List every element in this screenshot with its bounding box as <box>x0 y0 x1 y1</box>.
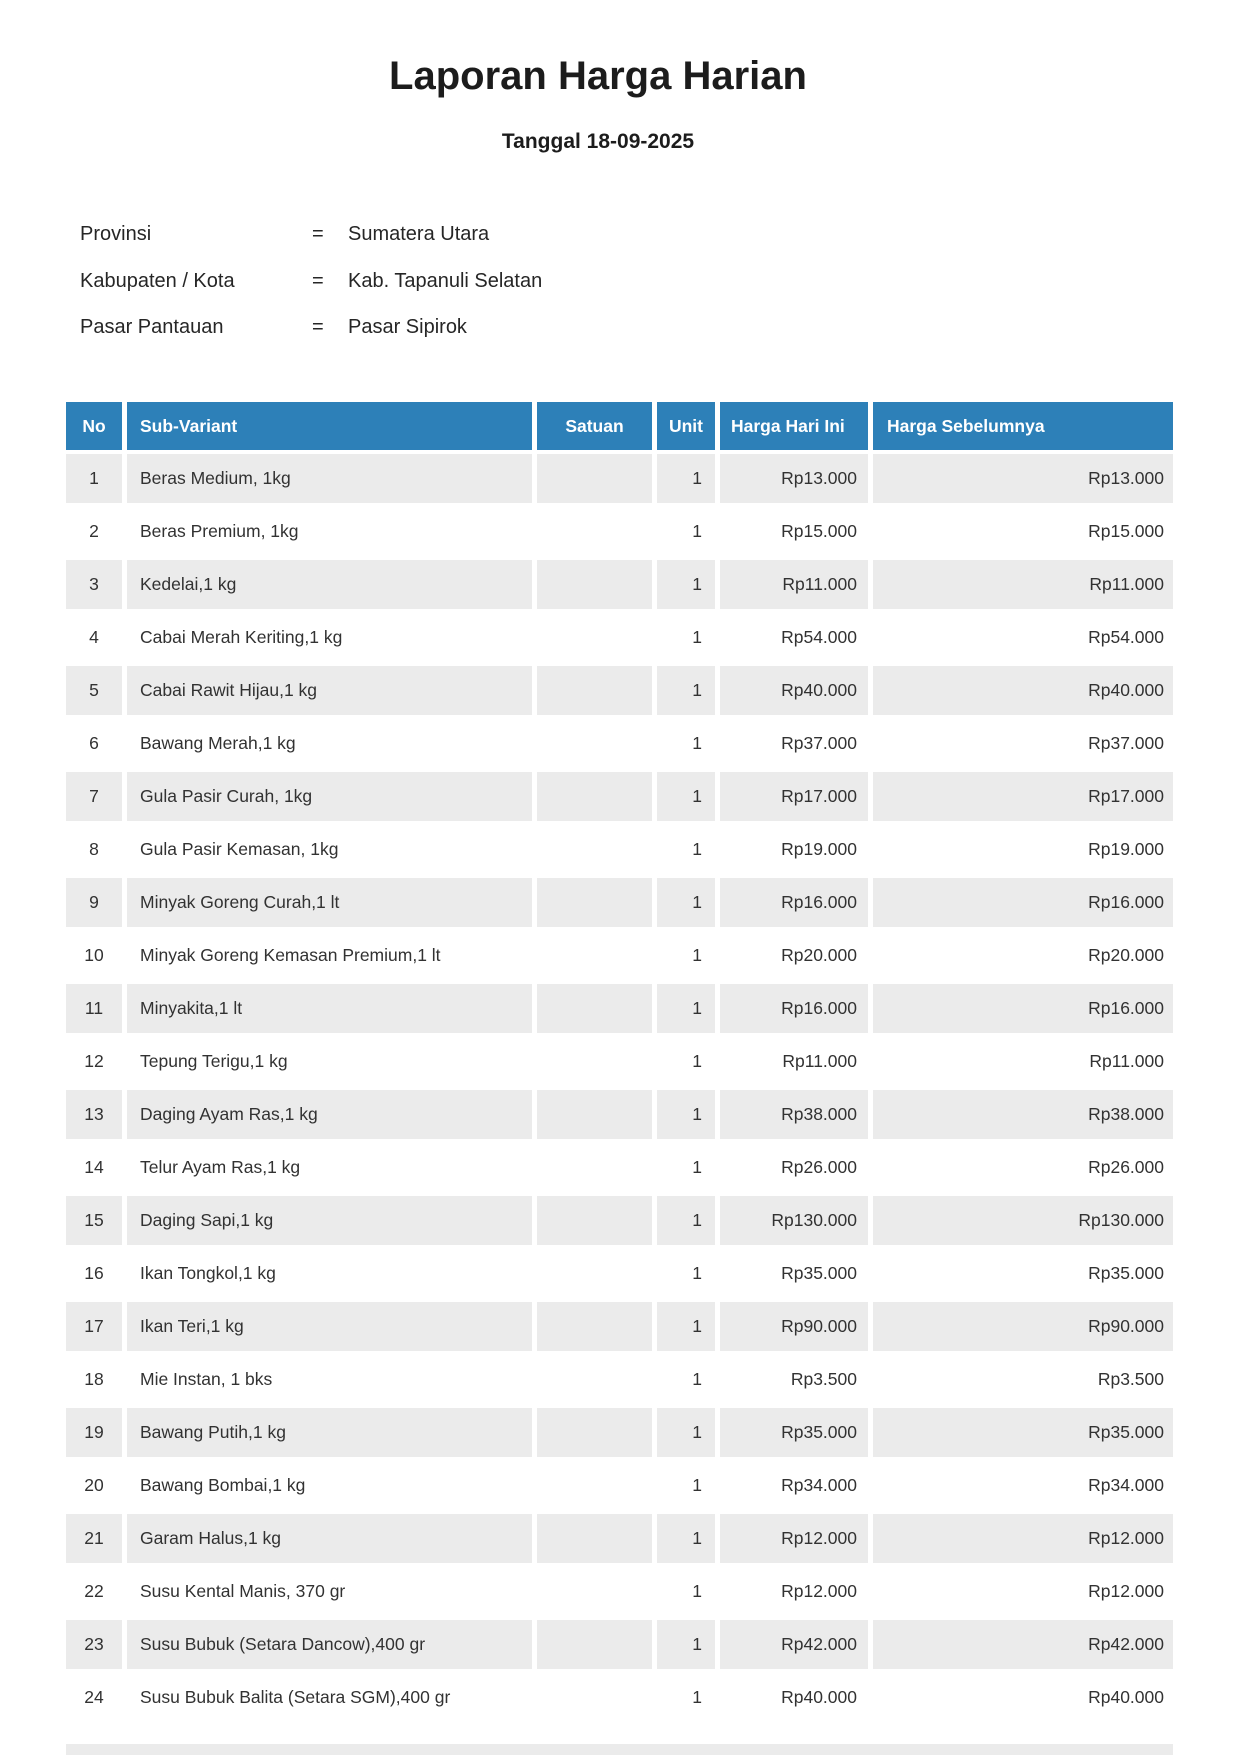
table-body <box>66 454 1173 1722</box>
cell-unit: 1 <box>657 1196 715 1245</box>
column-header-satuan: Satuan <box>537 402 652 450</box>
column-header-sub-variant: Sub-Variant <box>127 402 532 450</box>
cell-unit: 1 <box>657 878 715 927</box>
cell-satuan <box>537 878 652 927</box>
cell-harga-hari-ini: Rp38.000 <box>720 1090 868 1139</box>
cell-no: 15 <box>66 1196 122 1245</box>
cell-sub-variant: Ikan Teri,1 kg <box>127 1302 532 1351</box>
cell-harga-sebelumnya: Rp20.000 <box>873 931 1173 980</box>
cell-harga-sebelumnya: Rp13.000 <box>873 454 1173 503</box>
cell-no: 8 <box>66 825 122 874</box>
cell-sub-variant: Bawang Putih,1 kg <box>127 1408 532 1457</box>
table-row <box>66 560 1173 609</box>
cell-unit: 1 <box>657 1514 715 1563</box>
cell-unit: 1 <box>657 1249 715 1298</box>
cell-satuan <box>537 1514 652 1563</box>
cell-harga-sebelumnya: Rp3.500 <box>873 1355 1173 1404</box>
cell-harga-sebelumnya: Rp15.000 <box>873 507 1173 556</box>
table-header-row <box>66 402 1173 450</box>
cell-unit: 1 <box>657 613 715 662</box>
report-meta <box>80 222 780 362</box>
cell-unit: 1 <box>657 719 715 768</box>
cell-harga-sebelumnya: Rp17.000 <box>873 772 1173 821</box>
cell-no: 20 <box>66 1461 122 1510</box>
cell-harga-hari-ini: Rp37.000 <box>720 719 868 768</box>
cell-harga-sebelumnya: Rp35.000 <box>873 1249 1173 1298</box>
cell-satuan <box>537 931 652 980</box>
cell-satuan <box>537 1567 652 1616</box>
table-row <box>66 1249 1173 1298</box>
cell-satuan <box>537 613 652 662</box>
meta-label-kabupaten: Kabupaten / Kota <box>80 269 235 292</box>
table-row <box>66 719 1173 768</box>
cell-harga-sebelumnya: Rp26.000 <box>873 1143 1173 1192</box>
cell-sub-variant: Beras Medium, 1kg <box>127 454 532 503</box>
cell-harga-hari-ini: Rp17.000 <box>720 772 868 821</box>
cell-harga-hari-ini: Rp12.000 <box>720 1514 868 1563</box>
cell-harga-sebelumnya: Rp34.000 <box>873 1461 1173 1510</box>
cell-satuan <box>537 560 652 609</box>
cell-harga-hari-ini: Rp42.000 <box>720 1620 868 1669</box>
cell-satuan <box>537 666 652 715</box>
table-row <box>66 878 1173 927</box>
cell-satuan <box>537 1037 652 1086</box>
cell-sub-variant: Gula Pasir Curah, 1kg <box>127 772 532 821</box>
cell-satuan <box>537 454 652 503</box>
cell-sub-variant: Cabai Merah Keriting,1 kg <box>127 613 532 662</box>
cell-unit: 1 <box>657 1037 715 1086</box>
table-row <box>66 1461 1173 1510</box>
table-row <box>66 1514 1173 1563</box>
cell-no: 18 <box>66 1355 122 1404</box>
cell-no: 23 <box>66 1620 122 1669</box>
cell-unit: 1 <box>657 1567 715 1616</box>
cell-sub-variant: Minyak Goreng Kemasan Premium,1 lt <box>127 931 532 980</box>
cell-no: 14 <box>66 1143 122 1192</box>
cell-no: 7 <box>66 772 122 821</box>
cell-no: 6 <box>66 719 122 768</box>
cell-unit: 1 <box>657 507 715 556</box>
cell-unit: 1 <box>657 772 715 821</box>
report-date: Tanggal 18-09-2025 <box>501 130 695 153</box>
cell-harga-sebelumnya: Rp11.000 <box>873 560 1173 609</box>
meta-value-provinsi: Sumatera Utara <box>348 223 490 245</box>
cell-satuan <box>537 1620 652 1669</box>
cell-unit: 1 <box>657 1090 715 1139</box>
cell-sub-variant: Minyakita,1 lt <box>127 984 532 1033</box>
cell-sub-variant: Garam Halus,1 kg <box>127 1514 532 1563</box>
table-row <box>66 825 1173 874</box>
cell-no: 3 <box>66 560 122 609</box>
table-row <box>66 931 1173 980</box>
cell-harga-sebelumnya: Rp40.000 <box>873 666 1173 715</box>
cell-unit: 1 <box>657 1461 715 1510</box>
cell-no: 21 <box>66 1514 122 1563</box>
cell-no: 1 <box>66 454 122 503</box>
cell-harga-sebelumnya: Rp54.000 <box>873 613 1173 662</box>
cell-harga-sebelumnya: Rp35.000 <box>873 1408 1173 1457</box>
cell-harga-hari-ini: Rp3.500 <box>720 1355 868 1404</box>
cell-no: 19 <box>66 1408 122 1457</box>
meta-value-pasar: Pasar Sipirok <box>348 316 467 338</box>
table-row <box>66 1143 1173 1192</box>
cell-harga-sebelumnya: Rp19.000 <box>873 825 1173 874</box>
column-header-unit: Unit <box>657 402 715 450</box>
cell-satuan <box>537 1249 652 1298</box>
table-row <box>66 1302 1173 1351</box>
table-row <box>66 1355 1173 1404</box>
meta-row-kabupaten <box>80 269 780 293</box>
table-row <box>66 1037 1173 1086</box>
cell-no: 13 <box>66 1090 122 1139</box>
cell-harga-hari-ini: Rp40.000 <box>720 1673 868 1722</box>
cell-sub-variant: Susu Bubuk Balita (Setara SGM),400 gr <box>127 1673 532 1722</box>
cell-harga-sebelumnya: Rp40.000 <box>873 1673 1173 1722</box>
cell-unit: 1 <box>657 1408 715 1457</box>
cell-sub-variant: Tepung Terigu,1 kg <box>127 1037 532 1086</box>
meta-row-provinsi <box>80 222 780 246</box>
cell-no: 16 <box>66 1249 122 1298</box>
meta-row-pasar <box>80 315 780 339</box>
cell-satuan <box>537 1408 652 1457</box>
cell-sub-variant: Kedelai,1 kg <box>127 560 532 609</box>
cell-no: 22 <box>66 1567 122 1616</box>
cell-harga-hari-ini: Rp90.000 <box>720 1302 868 1351</box>
cell-harga-sebelumnya: Rp12.000 <box>873 1567 1173 1616</box>
cell-no: 10 <box>66 931 122 980</box>
meta-label-pasar: Pasar Pantauan <box>80 316 224 338</box>
cell-harga-sebelumnya: Rp90.000 <box>873 1302 1173 1351</box>
cell-sub-variant: Ikan Tongkol,1 kg <box>127 1249 532 1298</box>
table-row <box>66 507 1173 556</box>
cell-satuan <box>537 1673 652 1722</box>
cell-harga-sebelumnya: Rp38.000 <box>873 1090 1173 1139</box>
table-row <box>66 1673 1173 1722</box>
cell-harga-hari-ini: Rp19.000 <box>720 825 868 874</box>
table-row <box>66 666 1173 715</box>
cell-sub-variant: Bawang Bombai,1 kg <box>127 1461 532 1510</box>
cell-unit: 1 <box>657 454 715 503</box>
cell-harga-hari-ini: Rp13.000 <box>720 454 868 503</box>
table-row <box>66 1090 1173 1139</box>
meta-value-kabupaten: Kab. Tapanuli Selatan <box>348 269 543 292</box>
cell-sub-variant: Cabai Rawit Hijau,1 kg <box>127 666 532 715</box>
cell-harga-sebelumnya: Rp16.000 <box>873 984 1173 1033</box>
cell-no: 12 <box>66 1037 122 1086</box>
table-row <box>66 454 1173 503</box>
meta-equals-sign: = <box>312 269 324 292</box>
cell-satuan <box>537 1090 652 1139</box>
cell-harga-hari-ini: Rp34.000 <box>720 1461 868 1510</box>
cell-satuan <box>537 1196 652 1245</box>
cell-harga-hari-ini: Rp35.000 <box>720 1408 868 1457</box>
cell-harga-hari-ini: Rp16.000 <box>720 984 868 1033</box>
cell-harga-hari-ini: Rp20.000 <box>720 931 868 980</box>
cell-harga-hari-ini: Rp40.000 <box>720 666 868 715</box>
cell-sub-variant: Bawang Merah,1 kg <box>127 719 532 768</box>
cell-no: 17 <box>66 1302 122 1351</box>
cell-sub-variant: Telur Ayam Ras,1 kg <box>127 1143 532 1192</box>
cell-sub-variant: Daging Sapi,1 kg <box>127 1196 532 1245</box>
cell-satuan <box>537 772 652 821</box>
meta-label-provinsi: Provinsi <box>80 223 152 245</box>
cell-harga-hari-ini: Rp12.000 <box>720 1567 868 1616</box>
cell-harga-hari-ini: Rp11.000 <box>720 560 868 609</box>
price-table <box>61 398 1178 1726</box>
cell-harga-hari-ini: Rp11.000 <box>720 1037 868 1086</box>
table-row <box>66 1408 1173 1457</box>
cell-harga-sebelumnya: Rp130.000 <box>873 1196 1173 1245</box>
cell-sub-variant: Beras Premium, 1kg <box>127 507 532 556</box>
cell-sub-variant: Minyak Goreng Curah,1 lt <box>127 878 532 927</box>
cell-harga-hari-ini: Rp26.000 <box>720 1143 868 1192</box>
cell-harga-hari-ini: Rp130.000 <box>720 1196 868 1245</box>
cell-no: 24 <box>66 1673 122 1722</box>
cell-satuan <box>537 1143 652 1192</box>
table-row <box>66 1567 1173 1616</box>
cell-unit: 1 <box>657 1355 715 1404</box>
cell-harga-sebelumnya: Rp37.000 <box>873 719 1173 768</box>
cell-sub-variant: Mie Instan, 1 bks <box>127 1355 532 1404</box>
cell-harga-hari-ini: Rp35.000 <box>720 1249 868 1298</box>
cell-harga-hari-ini: Rp54.000 <box>720 613 868 662</box>
partial-next-row <box>66 1744 1173 1755</box>
cell-unit: 1 <box>657 1673 715 1722</box>
meta-equals-sign: = <box>312 223 324 245</box>
cell-satuan <box>537 984 652 1033</box>
column-header-harga-hari-ini: Harga Hari Ini <box>720 402 868 450</box>
cell-satuan <box>537 1302 652 1351</box>
meta-equals-sign: = <box>312 316 324 338</box>
cell-no: 4 <box>66 613 122 662</box>
cell-sub-variant: Daging Ayam Ras,1 kg <box>127 1090 532 1139</box>
cell-sub-variant: Susu Kental Manis, 370 gr <box>127 1567 532 1616</box>
cell-satuan <box>537 507 652 556</box>
table-row <box>66 1620 1173 1669</box>
cell-unit: 1 <box>657 1143 715 1192</box>
cell-satuan <box>537 1355 652 1404</box>
cell-no: 5 <box>66 666 122 715</box>
cell-unit: 1 <box>657 1620 715 1669</box>
column-header-harga-sebelumnya: Harga Sebelumnya <box>873 402 1173 450</box>
cell-harga-hari-ini: Rp15.000 <box>720 507 868 556</box>
cell-harga-sebelumnya: Rp12.000 <box>873 1514 1173 1563</box>
cell-harga-hari-ini: Rp16.000 <box>720 878 868 927</box>
table-row <box>66 1196 1173 1245</box>
cell-sub-variant: Susu Bubuk (Setara Dancow),400 gr <box>127 1620 532 1669</box>
table-row <box>66 772 1173 821</box>
cell-harga-sebelumnya: Rp16.000 <box>873 878 1173 927</box>
cell-unit: 1 <box>657 931 715 980</box>
cell-unit: 1 <box>657 825 715 874</box>
cell-unit: 1 <box>657 560 715 609</box>
cell-no: 11 <box>66 984 122 1033</box>
cell-no: 9 <box>66 878 122 927</box>
cell-harga-sebelumnya: Rp42.000 <box>873 1620 1173 1669</box>
page-title: Laporan Harga Harian <box>389 54 807 98</box>
cell-satuan <box>537 825 652 874</box>
cell-no: 2 <box>66 507 122 556</box>
cell-satuan <box>537 719 652 768</box>
table-row <box>66 984 1173 1033</box>
column-header-no: No <box>66 402 122 450</box>
cell-satuan <box>537 1461 652 1510</box>
cell-unit: 1 <box>657 1302 715 1351</box>
cell-unit: 1 <box>657 984 715 1033</box>
cell-unit: 1 <box>657 666 715 715</box>
table-row <box>66 613 1173 662</box>
cell-harga-sebelumnya: Rp11.000 <box>873 1037 1173 1086</box>
cell-sub-variant: Gula Pasir Kemasan, 1kg <box>127 825 532 874</box>
